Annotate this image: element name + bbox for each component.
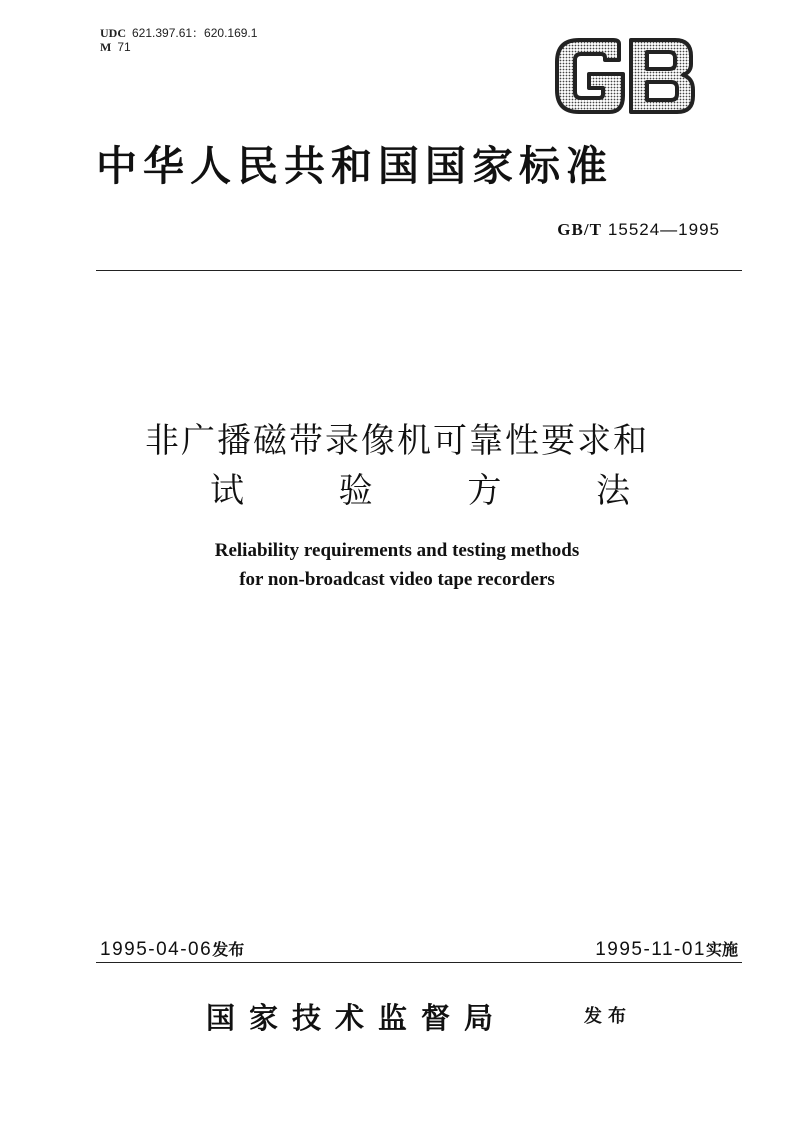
title-char: 试 (210, 471, 244, 511)
standard-code: 15524—1995 (607, 220, 720, 239)
chinese-title-line-2 (210, 470, 630, 512)
gb-logo (553, 38, 695, 114)
national-standard-title: 中华人民共和国国家标准 (96, 142, 613, 190)
effective-date-value: 1995-11-01 (595, 939, 706, 960)
issuing-authority: 国家技术监督局 (206, 1001, 508, 1035)
title-char: 验 (338, 471, 373, 511)
udc-label: UDC (100, 26, 126, 40)
footer-divider (96, 962, 742, 963)
release-label: 发布 (212, 940, 245, 959)
m-label: M (100, 40, 112, 54)
chinese-title-line-1: 非广播磁带录像机可靠性要求和 (145, 421, 649, 461)
title-char: 法 (595, 471, 630, 511)
english-title-line-1: Reliability requirements and testing methods (214, 540, 580, 561)
english-title (0, 536, 794, 594)
standard-number (520, 220, 720, 240)
title-char: 方 (467, 471, 502, 511)
issued-label: 发布 (584, 1006, 632, 1027)
release-date-value: 1995-04-06 (100, 939, 213, 960)
effective-date (595, 937, 738, 961)
udc-value: 621.397.61：620.169.1 (132, 26, 258, 40)
udc-block (100, 26, 257, 54)
release-date (100, 937, 244, 961)
m-value: 71 (117, 40, 131, 54)
m-line (100, 40, 257, 54)
effective-label: 实施 (705, 940, 738, 959)
english-title-line-2: for non-broadcast video tape recorders (239, 569, 555, 590)
udc-line (100, 26, 257, 40)
header-divider (96, 270, 742, 271)
standard-prefix: GB/T (557, 220, 602, 239)
